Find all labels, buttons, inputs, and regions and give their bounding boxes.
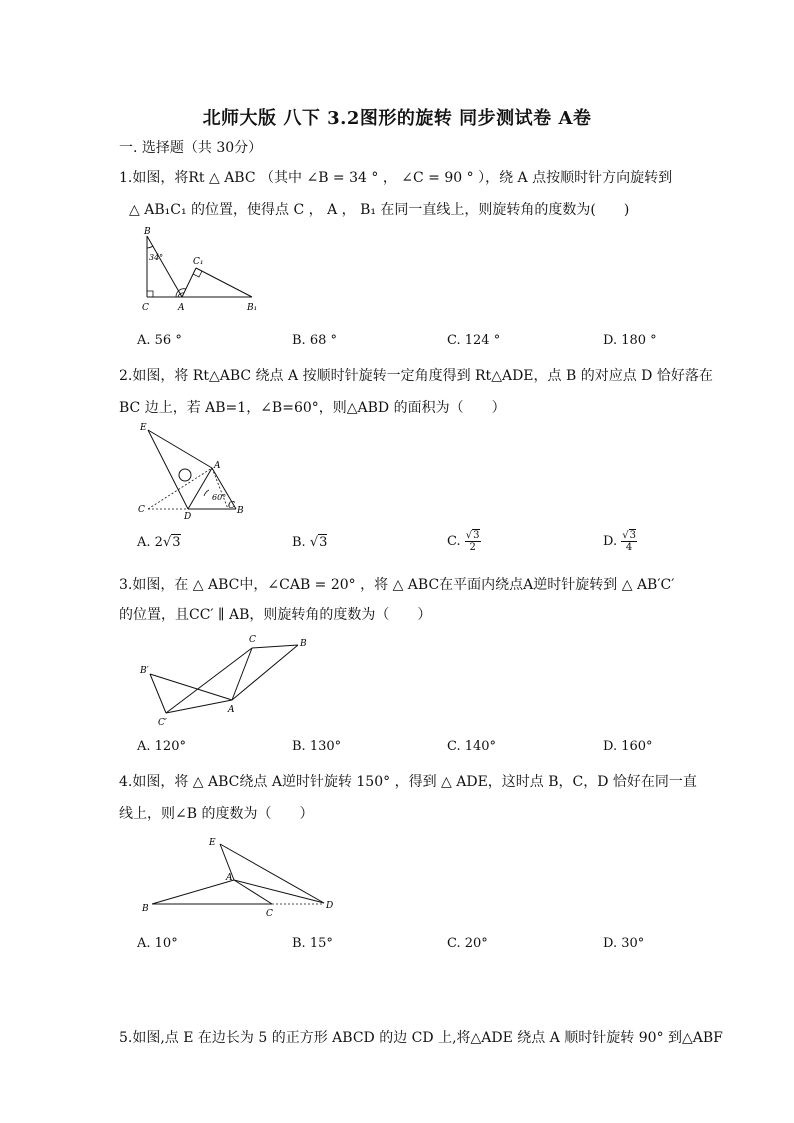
question-2-text-line2: BC 边上，若 AB=1，∠B=60°，则△ABD 的面积为（ ）: [119, 400, 506, 416]
page-title: 北师大版 八下 3.2图形的旋转 同步测试卷 A卷: [202, 108, 592, 129]
question-4-figure: [138, 830, 348, 920]
question-2-option-a[interactable]: A. 2√3: [137, 535, 181, 550]
question-1-option-b[interactable]: B. 68 °: [292, 333, 337, 348]
question-2-option-d[interactable]: D. $\frac{√3}{4}$: [603, 530, 636, 553]
question-2-option-b[interactable]: B. √3: [292, 535, 328, 550]
fraction: $\frac{√3}{2}$: [465, 530, 480, 553]
fig4-label-A: A: [226, 873, 233, 883]
question-3-option-b[interactable]: B. 130°: [292, 739, 342, 754]
section-heading: 一. 选择题（共 30分）: [119, 140, 263, 156]
fig1-label-C1: C₁: [193, 257, 204, 267]
question-2-text-line1: 2.如图，将 Rt△ABC 绕点 A 按顺时针旋转一定角度得到 Rt△ADE，点 B 的对应点 D 恰好落在: [119, 368, 713, 384]
fig2-label-D: D: [184, 512, 192, 520]
fig1-label-B: B: [144, 227, 151, 237]
question-2-figure: [130, 420, 250, 520]
fig1-label-C: C: [142, 303, 149, 313]
question-3-option-d[interactable]: D. 160°: [603, 739, 653, 754]
question-1-option-a[interactable]: A. 56 °: [137, 333, 182, 348]
question-4-text-line1: 4.如图，将 △ ABC绕点 A逆时针旋转 150° ，得到 △ ADE，这时点 B，C，D 恰好在同一直: [119, 774, 697, 790]
fig4-label-C: C: [266, 909, 273, 919]
fig1-label-A: A: [178, 303, 185, 313]
question-4-option-b[interactable]: B. 15°: [292, 936, 333, 951]
fig3-label-A: A: [228, 705, 235, 715]
fig1-label-B1: B₁: [247, 303, 258, 313]
fig2-label-A: A: [214, 461, 221, 471]
fig2-label-angle: 60°: [212, 493, 227, 502]
question-4-option-d[interactable]: D. 30°: [603, 936, 645, 951]
fig2-label-Cp: C: [228, 501, 235, 511]
question-3-option-a[interactable]: A. 120°: [137, 739, 186, 754]
fig3-label-B: B: [300, 639, 307, 649]
question-4-option-a[interactable]: A. 10°: [137, 936, 178, 951]
question-3-text-line2: 的位置，且CC′ ∥ AB，则旋转角的度数为（ ）: [119, 607, 432, 623]
question-3-figure: [138, 630, 318, 730]
question-1-text-line1: 1.如图，将Rt △ ABC （其中 ∠B = 34 ° ， ∠C = 90 ° ），绕 A 点按顺时针方向旋转到: [119, 170, 673, 186]
fig3-label-Cp: C′: [158, 718, 167, 728]
question-1-option-c[interactable]: C. 124 °: [447, 333, 501, 348]
fig4-label-B: B: [142, 904, 149, 914]
fig4-label-E: E: [209, 838, 216, 848]
question-1-figure: [130, 222, 270, 317]
question-5-text-line1: 5.如图,点 E 在边长为 5 的正方形 ABCD 的边 CD 上,将△ADE 绕点 A 顺时针旋转 90° 到△ABF: [119, 1030, 723, 1046]
question-2-option-c[interactable]: C. $\frac{√3}{2}$: [447, 530, 480, 553]
fig3-label-Bp: B′: [140, 666, 149, 676]
fig2-label-E: E: [140, 423, 147, 433]
question-1-option-d[interactable]: D. 180 °: [603, 333, 657, 348]
fig2-label-C: C: [138, 505, 145, 515]
question-3-text-line1: 3.如图，在 △ ABC中，∠CAB = 20° ，将 △ ABC在平面内绕点A逆时针旋转到 △ AB′C′: [119, 577, 675, 593]
question-1-text-line2: △ AB₁C₁ 的位置，使得点 C ， A ， B₁ 在同一直线上，则旋转角的度数为( ): [129, 202, 630, 218]
fig3-label-C: C: [249, 635, 256, 645]
fraction: $\frac{√3}{4}$: [622, 530, 636, 553]
fig2-label-B: B: [237, 506, 244, 516]
fig1-label-angle: 34°: [149, 253, 164, 262]
fig4-label-D: D: [326, 901, 334, 911]
question-4-option-c[interactable]: C. 20°: [447, 936, 488, 951]
question-3-option-c[interactable]: C. 140°: [447, 739, 497, 754]
question-4-text-line2: 线上，则∠B 的度数为（ ）: [119, 806, 314, 822]
